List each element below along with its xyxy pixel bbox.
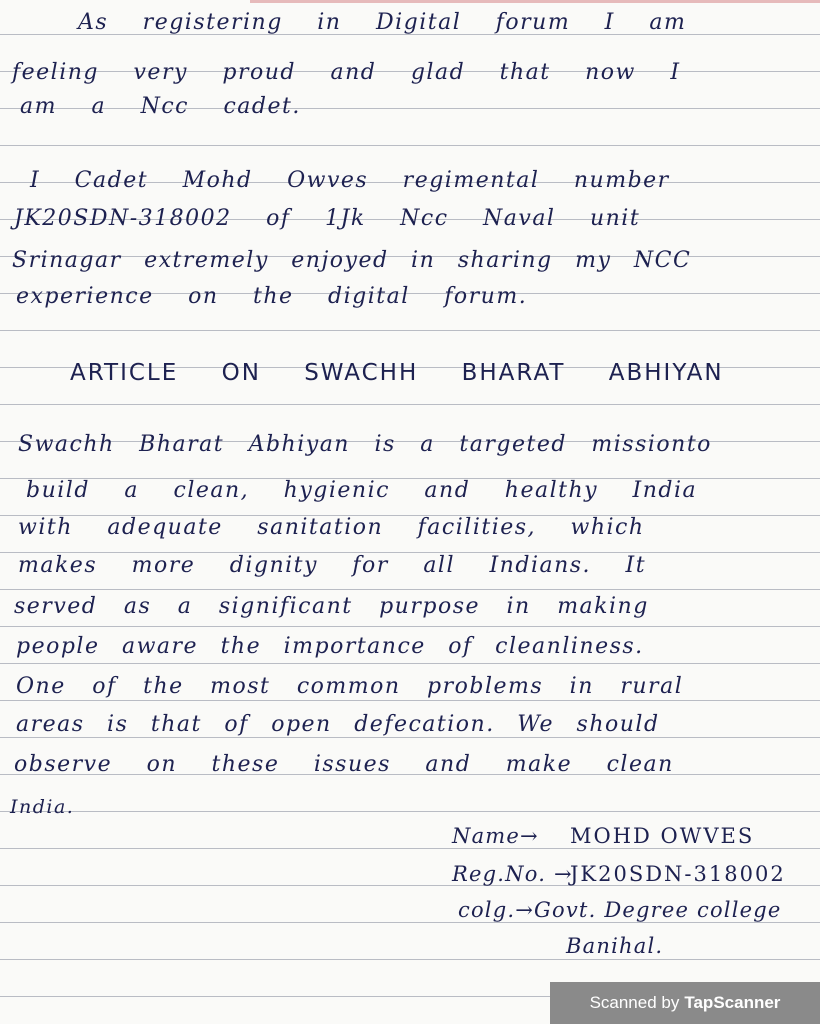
page-top-margin-line [250, 0, 820, 3]
watermark-brand: TapScanner [684, 993, 781, 1012]
article-line: India. [10, 796, 75, 818]
intro-line: As registering in Digital forum I am [78, 10, 687, 35]
article-line: people aware the importance of cleanliness. [16, 634, 644, 659]
article-heading: ARTICLE ON SWACHH BHARAT ABHIYAN [70, 360, 724, 386]
name-value: MOHD OWVES [570, 824, 755, 848]
signature-college-place [566, 934, 663, 958]
article-line: One of the most common problems in rural [16, 674, 684, 699]
article-line: Swachh Bharat Abhiyan is a targeted missionto [18, 432, 712, 457]
college-value: Govt. Degree college [534, 898, 782, 922]
watermark-prefix: Scanned by [589, 993, 680, 1012]
name-label: Name→ [452, 824, 539, 848]
intro-line: feeling very proud and glad that now I [12, 60, 681, 85]
cadet-info-line: I Cadet Mohd Owves regimental number [30, 168, 670, 193]
article-line: makes more dignity for all Indians. It [18, 553, 647, 578]
scanner-watermark [550, 982, 820, 1024]
article-line: served as a significant purpose in making [14, 594, 649, 619]
reg-no-label: Reg.No. → [452, 862, 573, 886]
article-line: areas is that of open defecation. We should [16, 712, 660, 737]
article-line: with adequate sanitation facilities, which [18, 515, 645, 540]
signature-college [458, 898, 782, 922]
article-line: build a clean, hygienic and healthy India [26, 478, 698, 503]
college-place: Banihal. [566, 934, 664, 958]
cadet-info-line: experience on the digital forum. [16, 284, 528, 309]
cadet-info-line: Srinagar extremely enjoyed in sharing my NCC [12, 248, 692, 273]
signature-name [452, 824, 754, 848]
cadet-info-line: JK20SDN-318002 of 1Jk Ncc Naval unit [14, 206, 641, 231]
intro-line: am a Ncc cadet. [20, 94, 301, 119]
article-line: observe on these issues and make clean [14, 752, 674, 777]
reg-no-value: JK20SDN-318002 [570, 862, 786, 886]
signature-reg-no [452, 862, 786, 886]
college-label: colg.→ [458, 898, 535, 922]
